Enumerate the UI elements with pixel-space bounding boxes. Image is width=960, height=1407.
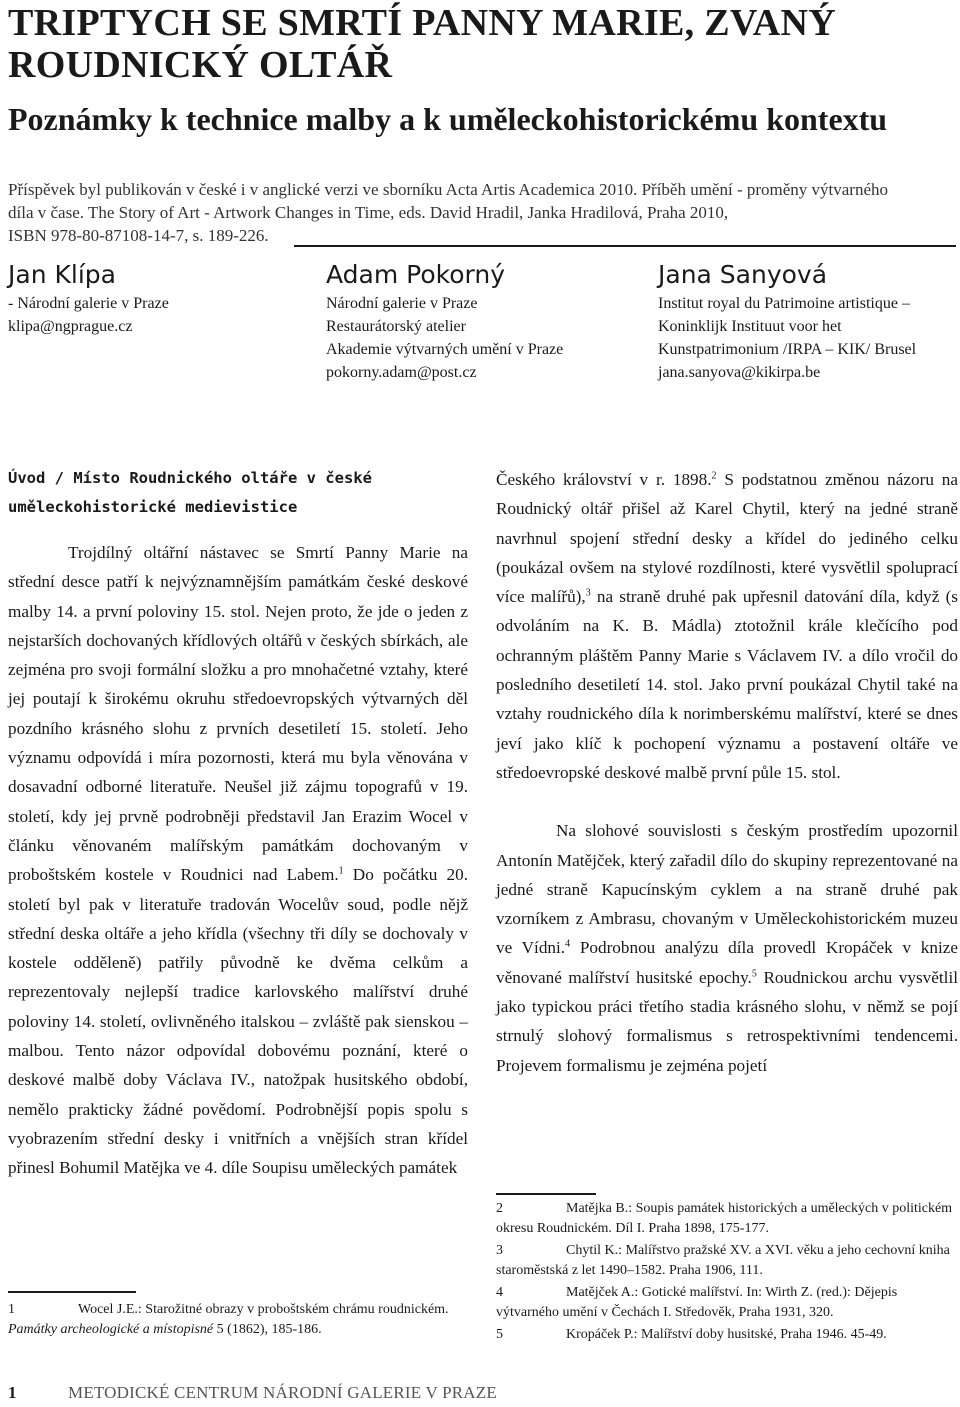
body-text: Českého království v r. 1898. [496,470,712,489]
title-line-2: ROUDNICKÝ OLTÁŘ [8,44,393,86]
footnote-ref[interactable]: 5 [751,968,757,980]
body-text: Na slohové souvislosti s českým prostředím upozornil Antonín Matějček, který zařadil dílo do skupiny reprezentované na jedné straně Kapucínským cyklem a na straně druhé pak vzorníkem z Ambrasu, chovaným v Uměleckohistorickém muzeu ve Vídni. [496,821,958,958]
body-paragraph [496,816,958,1080]
page-number: 1 [8,1383,17,1402]
publication-note [8,178,948,247]
footnote [8,1300,468,1340]
footnote-journal: Památky archeologické a místopisné [8,1322,214,1337]
author-email[interactable]: pokorny.adam@post.cz [326,364,477,381]
section-heading [8,464,428,522]
footnote [496,1283,958,1323]
author-name: Jan Klípa [8,260,116,289]
author-pokorny [326,258,646,384]
author-affiliation: Koninklijk Instituut voor het [658,318,842,335]
body-text: Roudnickou archu vysvětlil jako typickou práci třetího stadia krásného slohu, v němž se pojí strnulý slohový formalismus s retrospektivními tendencemi. Projevem formalismu je zejména pojetí [496,967,958,1075]
footnote-text: Wocel J.E.: Starožitné obrazy v proboštském chrámu roudnickém. [78,1302,449,1317]
page-footer [8,1382,958,1404]
author-affiliation: Kunstpatrimonium /IRPA – KIK/ Brusel [658,341,917,358]
author-email[interactable]: jana.sanyova@kikirpa.be [658,364,821,381]
page-title [8,2,958,86]
body-text: S podstatnou změnou názoru na Roudnický oltář přišel až Karel Chytil, který na jedné straně navrhnul spojení střední desky a křídel do jediného celku (poukázal ovšem na stylové rozdílnosti, které vysvětlil spoluprací více malířů), [496,470,958,607]
footnote-text: Chytil K.: Malířstvo pražské XV. a XVI. věku a jeho cechovní kniha staroměstská z let 1490–1582. Praha 1906, 111. [496,1243,950,1278]
body-column-right [496,465,958,1080]
title-line-1: TRIPTYCH SE SMRTÍ PANNY MARIE, ZVANÝ [8,2,836,44]
page-subtitle: Poznámky k technice malby a k uměleckohistorickému kontextu [8,101,888,137]
footnote-number: 2 [496,1201,503,1216]
author-list [8,258,958,388]
footnote-ref[interactable]: 2 [711,470,717,482]
footnote-text: 5 (1862), 185-186. [213,1322,322,1337]
author-affiliation: Národní galerie v Praze [326,295,478,312]
footer-organization: METODICKÉ CENTRUM NÁRODNÍ GALERIE V PRAZE [68,1383,497,1402]
footnote-number: 1 [8,1302,15,1317]
footnote-number: 5 [496,1327,503,1342]
body-text: na straně druhé pak upřesnil datování díla, když (s odvoláním na K. B. Mádla) ztotožnil krále klečícího pod ochranným pláštěm Panny Marie s Václavem IV. a dílo vročil do posledního desetiletí 14. stol. Jako první poukázal Chytil také na vztahy roudnického díla k norimberskému malířství, které se dnes jeví jako klíč k pochopení významu a postavení oltáře ve středoevropské deskové malbě první půle 15. stol. [496,587,958,782]
footnote-number: 3 [496,1243,503,1258]
footnote-divider [496,1193,596,1195]
title-block [8,2,958,138]
footnote-text: Matějček A.: Gotické malířství. In: Wirth Z. (red.): Dějepis výtvarného umění v Čechách I. Středověk, Praha 1931, 320. [496,1285,898,1320]
footnote-divider [8,1291,136,1293]
footnote-ref[interactable]: 4 [565,938,571,950]
author-name: Adam Pokorný [326,260,505,289]
publication-note-line-2: díla v čase. The Story of Art - Artwork Changes in Time, eds. David Hradil, Janka Hradilová, Praha 2010, [8,203,729,222]
footnote-ref[interactable]: 1 [338,865,344,877]
footnotes-left [8,1300,468,1342]
section-heading-line-2: uměleckohistorické medievistice [8,498,298,516]
footnote-number: 4 [496,1285,503,1300]
publication-note-line-1: Příspěvek byl publikován v české i v anglické verzi ve sborníku Acta Artis Academica 2010. Příběh umění - proměny výtvarného [8,180,889,199]
author-affiliation: Akademie výtvarných umění v Praze [326,341,564,358]
footnote [496,1199,958,1239]
body-text: Trojdílný oltářní nástavec se Smrtí Panny Marie na střední desce patří k nejvýznamnějším památkám české deskové malby 14. a první poloviny 15. stol. Nejen proto, že jde o jeden z nejstarších dochovaných křídlových oltářů v českých sbírkách, ale zejména pro svoji formální složku a pro mnohačetné vztahy, které jej poutají k širokému okruhu středoevropských výtvarných děl pozdního krásného slohu z prvních desetiletí 15. století. Jeho významu odpovídá i míra pozornosti, která mu byla věnována v dosavadní odborné literatuře. Neušel již zájmu topografů v 19. století, kdy jej prvně podrobněji představil Jan Erazim Wocel v článku věnovaném malířským památkám dochovaným v proboštském kostele v Roudnici nad Labem. [8,543,468,885]
publication-note-line-3: ISBN 978-80-87108-14-7, s. 189-226. [8,226,269,245]
footnote [496,1325,958,1345]
header-divider [294,245,956,247]
author-email[interactable]: klipa@ngprague.cz [8,318,133,335]
footnote-text: Kropáček P.: Malířství doby husitské, Praha 1946. 45-49. [566,1327,887,1342]
body-paragraph [8,538,468,1183]
footnote-text: Matějka B.: Soupis památek historických a uměleckých v politickém okresu Roudnickém. Díl I. Praha 1898, 175-177. [496,1201,953,1236]
body-text: Do počátku 20. století byl pak v literatuře tradován Wocelův soud, podle nějž střední deska oltáře a jeho křídla (všechny tři díly se dochovaly v kostele odděleně) patřily původně ke dvěma celkům a reprezentovaly nejlepší tradice karlovského malířství druhé poloviny 14. století, ovlivněného italskou – zvláště pak sienskou – malbou. Tento názor odpovídal dobovému poznání, které o deskové malbě doby Václava IV., natožpak husitského období, nemělo prakticky žádné povědomí. Podrobnější popis spolu s vyobrazením střední desky i vnitřních a vnějších stran křídel přinesl Bohumil Matějka ve 4. díle Soupisu uměleckých památek [8,865,468,1178]
footnotes-right [496,1199,958,1347]
body-paragraph [496,465,958,787]
body-column-left [8,538,468,1183]
author-affiliation: Institut royal du Patrimoine artistique – [658,295,910,312]
section-heading-line-1: Úvod / Místo Roudnického oltáře v české [8,469,372,487]
paragraph-spacer [496,787,958,816]
author-name: Jana Sanyová [658,260,828,289]
footnote-ref[interactable]: 3 [585,587,591,599]
author-klipa [8,258,298,338]
body-text: Podrobnou analýzu díla provedl Kropáček v knize věnované malířství husitské epochy. [496,938,958,987]
author-affiliation: Restaurátorský atelier [326,318,466,335]
author-sanyova [658,258,958,384]
footnote [496,1241,958,1281]
author-affiliation: - Národní galerie v Praze [8,295,169,312]
